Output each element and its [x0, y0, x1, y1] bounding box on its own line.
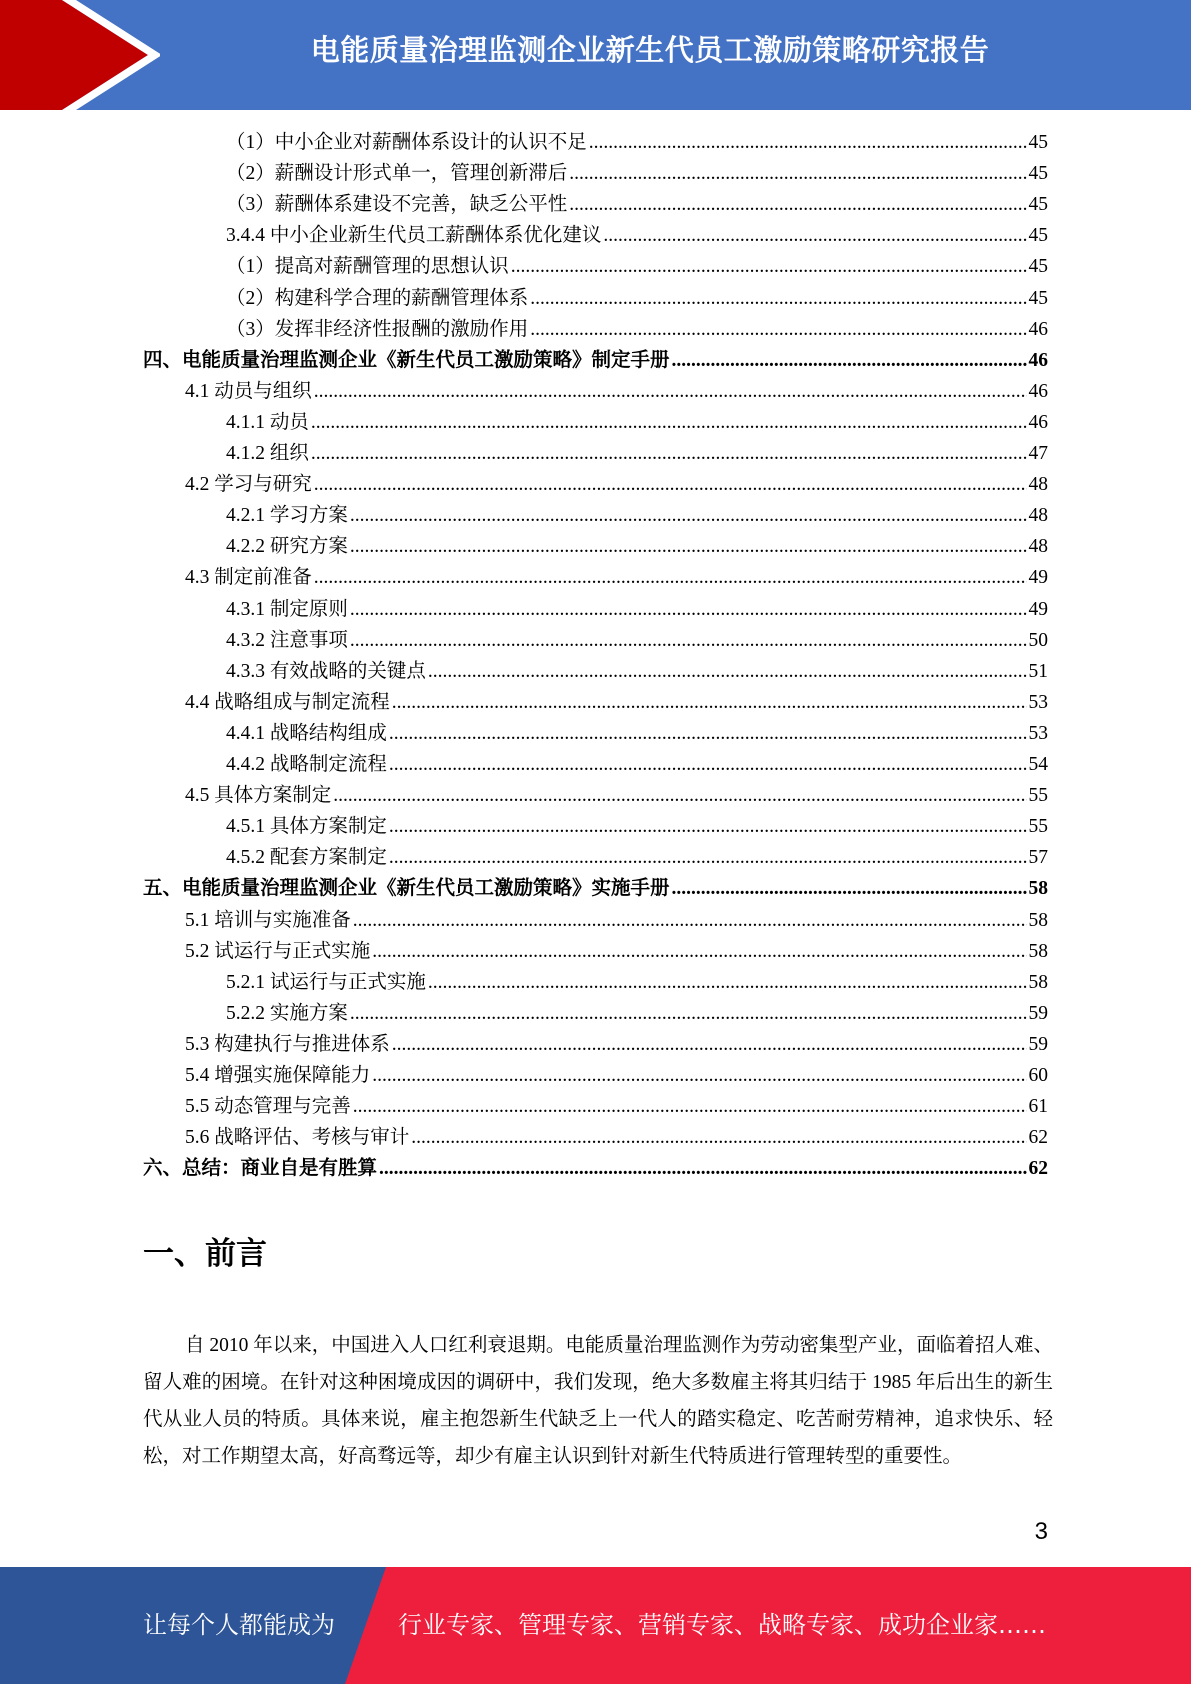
- toc-entry[interactable]: [226, 967, 1048, 998]
- toc-entry-label: （3）薪酬体系建设不完善，缺乏公平性: [226, 194, 568, 216]
- toc-leader-dots: [428, 967, 1027, 998]
- toc-entry-page: 62: [1028, 1127, 1048, 1149]
- toc-leader-dots: [389, 811, 1027, 842]
- toc-leader-dots: [511, 251, 1027, 282]
- toc-leader-dots: [389, 842, 1027, 873]
- toc-entry[interactable]: [226, 438, 1048, 469]
- toc-entry-page: 60: [1028, 1065, 1048, 1086]
- toc-entry-label: 4.4.1 战略结构组成: [226, 722, 387, 744]
- toc-entry[interactable]: [226, 500, 1048, 531]
- toc-entry-page: 45: [1028, 132, 1048, 153]
- toc-leader-dots: [389, 718, 1027, 749]
- toc-entry-label: 五、电能质量治理监测企业《新生代员工激励策略》实施手册: [143, 878, 670, 900]
- toc-entry[interactable]: [226, 251, 1048, 282]
- toc-entry-label: 4.3.1 制定原则: [226, 598, 348, 620]
- toc-entry-page: 53: [1028, 722, 1048, 744]
- page-footer: [0, 1567, 1191, 1684]
- toc-entry[interactable]: [226, 220, 1048, 251]
- toc-entry-page: 49: [1028, 598, 1048, 620]
- toc-entry-label: （3）发挥非经济性报酬的激励作用: [226, 318, 529, 340]
- toc-entry-page: 45: [1028, 256, 1048, 278]
- toc-entry[interactable]: [185, 687, 1048, 718]
- toc-entry[interactable]: [143, 345, 1048, 376]
- toc-entry[interactable]: [185, 1091, 1048, 1122]
- toc-entry[interactable]: [185, 1029, 1048, 1060]
- toc-entry[interactable]: [226, 842, 1048, 873]
- toc-leader-dots: [350, 594, 1027, 625]
- toc-entry-label: 4.5 具体方案制定: [185, 785, 332, 807]
- toc-leader-dots: [372, 936, 1026, 967]
- toc-leader-dots: [333, 780, 1026, 811]
- footer-slogan-right: 行业专家、管理专家、营销专家、战略专家、成功企业家……: [398, 1611, 1046, 1639]
- toc-leader-dots: [379, 1153, 1026, 1184]
- toc-entry[interactable]: [185, 1060, 1048, 1091]
- toc-entry-page: 51: [1028, 660, 1048, 682]
- toc-entry-label: 5.2.1 试运行与正式实施: [226, 971, 426, 993]
- toc-entry-label: （2）薪酬设计形式单一，管理创新滞后: [226, 163, 568, 185]
- toc-entry-label: 4.4.2 战略制定流程: [226, 754, 387, 775]
- toc-entry-label: 5.4 增强实施保障能力: [185, 1065, 371, 1086]
- toc-entry-page: 55: [1028, 816, 1048, 838]
- toc-entry[interactable]: [185, 376, 1048, 407]
- toc-entry-page: 46: [1028, 380, 1048, 402]
- toc-entry-page: 58: [1028, 909, 1048, 931]
- toc-entry[interactable]: [226, 998, 1048, 1029]
- toc-entry-page: 50: [1028, 629, 1048, 651]
- header-title: 电能质量治理监测企业新生代员工激励策略研究报告: [310, 33, 990, 67]
- toc-entry-page: 47: [1028, 443, 1048, 464]
- toc-entry-label: 四、电能质量治理监测企业《新生代员工激励策略》制定手册: [143, 349, 670, 371]
- toc-entry[interactable]: [226, 718, 1048, 749]
- toc-entry-label: 5.5 动态管理与完善: [185, 1096, 351, 1118]
- toc-entry[interactable]: [185, 1122, 1048, 1153]
- footer-slogan-left: 让每个人都能成为: [143, 1611, 335, 1639]
- toc-entry[interactable]: [226, 189, 1048, 220]
- toc-leader-dots: [311, 407, 1027, 438]
- toc-leader-dots: [350, 625, 1027, 656]
- toc-leader-dots: [589, 127, 1027, 158]
- toc-entry[interactable]: [185, 562, 1048, 593]
- toc-entry-page: 57: [1028, 847, 1048, 869]
- toc-entry-page: 48: [1028, 536, 1048, 558]
- toc-entry-label: 5.6 战略评估、考核与审计: [185, 1127, 410, 1149]
- toc-entry[interactable]: [143, 873, 1048, 904]
- toc-leader-dots: [428, 656, 1027, 687]
- toc-entry[interactable]: [226, 283, 1048, 314]
- toc-entry-label: （1）提高对薪酬管理的思想认识: [226, 256, 509, 278]
- toc-entry-page: 46: [1028, 411, 1048, 433]
- toc-entry[interactable]: [226, 531, 1048, 562]
- intro-paragraph: 自 2010 年以来，中国进入人口红利衰退期。电能质量治理监测作为劳动密集型产业，面临着招人难、留人难的困境。在针对这种困境成因的调研中，我们发现，绝大多数雇主将其归结于 1985 年后出生的新生代从业人员的特质。具体来说，雇主抱怨新生代缺乏上一代人的踏实稳定、吃苦耐劳精神，追求快乐、轻松，对工作期望太高，好高骛远等，却少有雇主认识到针对新生代特质进行管理转型的重要性。: [143, 1335, 1053, 1467]
- toc-leader-dots: [350, 998, 1027, 1029]
- page-number: 3: [1034, 1518, 1048, 1545]
- toc-entry-label: 4.3.2 注意事项: [226, 629, 348, 651]
- toc-entry-label: 3.4.4 中小企业新生代员工薪酬体系优化建议: [226, 225, 602, 247]
- toc-entry-label: 5.3 构建执行与推进体系: [185, 1033, 390, 1055]
- toc-entry-page: 55: [1028, 785, 1048, 807]
- toc-entry-page: 58: [1028, 971, 1048, 993]
- toc-entry-page: 62: [1028, 1158, 1048, 1180]
- toc-entry-label: （1）中小企业对薪酬体系设计的认识不足: [226, 132, 587, 153]
- toc-entry-page: 45: [1028, 163, 1048, 185]
- toc-entry-page: 54: [1028, 754, 1048, 775]
- toc-entry-label: 4.5.1 具体方案制定: [226, 816, 387, 838]
- toc-entry-page: 59: [1028, 1002, 1048, 1024]
- toc-entry[interactable]: [185, 469, 1048, 500]
- toc-leader-dots: [311, 438, 1027, 469]
- toc-entry[interactable]: [226, 407, 1048, 438]
- toc-leader-dots: [353, 1091, 1027, 1122]
- toc-entry-page: 45: [1028, 225, 1048, 247]
- toc-entry-label: 4.3.3 有效战略的关键点: [226, 660, 426, 682]
- toc-entry-page: 61: [1028, 1096, 1048, 1118]
- toc-leader-dots: [392, 1029, 1027, 1060]
- toc-entry-page: 53: [1028, 691, 1048, 713]
- toc-entry-label: 4.1.2 组织: [226, 443, 309, 464]
- header-arrow-decoration: [0, 0, 160, 110]
- toc-entry-page: 48: [1028, 474, 1048, 496]
- toc-entry-page: 59: [1028, 1033, 1048, 1055]
- toc-entry-page: 46: [1028, 349, 1048, 371]
- toc-entry-label: 4.2 学习与研究: [185, 474, 312, 496]
- toc-entry[interactable]: [226, 625, 1048, 656]
- toc-entry-label: 5.2 试运行与正式实施: [185, 940, 371, 962]
- toc-leader-dots: [603, 220, 1026, 251]
- toc-entry-label: 4.3 制定前准备: [185, 567, 312, 589]
- toc-leader-dots: [411, 1122, 1026, 1153]
- toc-entry-label: 4.1 动员与组织: [185, 380, 312, 402]
- toc-entry-label: 4.4 战略组成与制定流程: [185, 691, 390, 713]
- toc-entry-page: 58: [1028, 878, 1048, 900]
- toc-entry-label: 4.5.2 配套方案制定: [226, 847, 387, 869]
- toc-leader-dots: [353, 905, 1027, 936]
- toc-leader-dots: [350, 531, 1027, 562]
- toc-leader-dots: [389, 749, 1027, 780]
- toc-leader-dots: [530, 314, 1026, 345]
- page-header: [0, 0, 1191, 110]
- toc-leader-dots: [569, 158, 1026, 189]
- toc-entry-label: （2）构建科学合理的薪酬管理体系: [226, 287, 529, 309]
- toc-entry-label: 5.1 培训与实施准备: [185, 909, 351, 931]
- toc-leader-dots: [672, 873, 1027, 904]
- toc-entry-page: 48: [1028, 505, 1048, 527]
- toc-leader-dots: [314, 376, 1027, 407]
- toc-entry[interactable]: [185, 905, 1048, 936]
- toc-leader-dots: [372, 1060, 1026, 1091]
- toc-entry[interactable]: [226, 749, 1048, 780]
- toc-entry[interactable]: [185, 936, 1048, 967]
- toc-leader-dots: [569, 189, 1026, 220]
- toc-entry[interactable]: [226, 811, 1048, 842]
- toc-entry-label: 4.1.1 动员: [226, 411, 309, 433]
- toc-leader-dots: [314, 469, 1027, 500]
- toc-entry[interactable]: [226, 656, 1048, 687]
- toc-entry-page: 49: [1028, 567, 1048, 589]
- toc-entry-page: 58: [1028, 940, 1048, 962]
- section-heading: 一、前言: [143, 1236, 267, 1272]
- toc-entry-page: 45: [1028, 287, 1048, 309]
- toc-entry[interactable]: [226, 127, 1048, 158]
- toc-leader-dots: [314, 562, 1027, 593]
- toc-entry-label: 4.2.2 研究方案: [226, 536, 348, 558]
- toc-entry-label: 六、总结：商业自是有胜算: [143, 1158, 378, 1180]
- toc-leader-dots: [530, 283, 1026, 314]
- toc-entry-label: 5.2.2 实施方案: [226, 1002, 348, 1024]
- toc-leader-dots: [392, 687, 1027, 718]
- toc-entry[interactable]: [226, 594, 1048, 625]
- toc-entry[interactable]: [226, 314, 1048, 345]
- toc-entry[interactable]: [143, 1153, 1048, 1184]
- toc-entry[interactable]: [226, 158, 1048, 189]
- toc-leader-dots: [350, 500, 1027, 531]
- toc-entry[interactable]: [185, 780, 1048, 811]
- toc-leader-dots: [672, 345, 1027, 376]
- toc-entry-label: 4.2.1 学习方案: [226, 505, 348, 527]
- toc-entry-page: 46: [1028, 318, 1048, 340]
- toc-entry-page: 45: [1028, 194, 1048, 216]
